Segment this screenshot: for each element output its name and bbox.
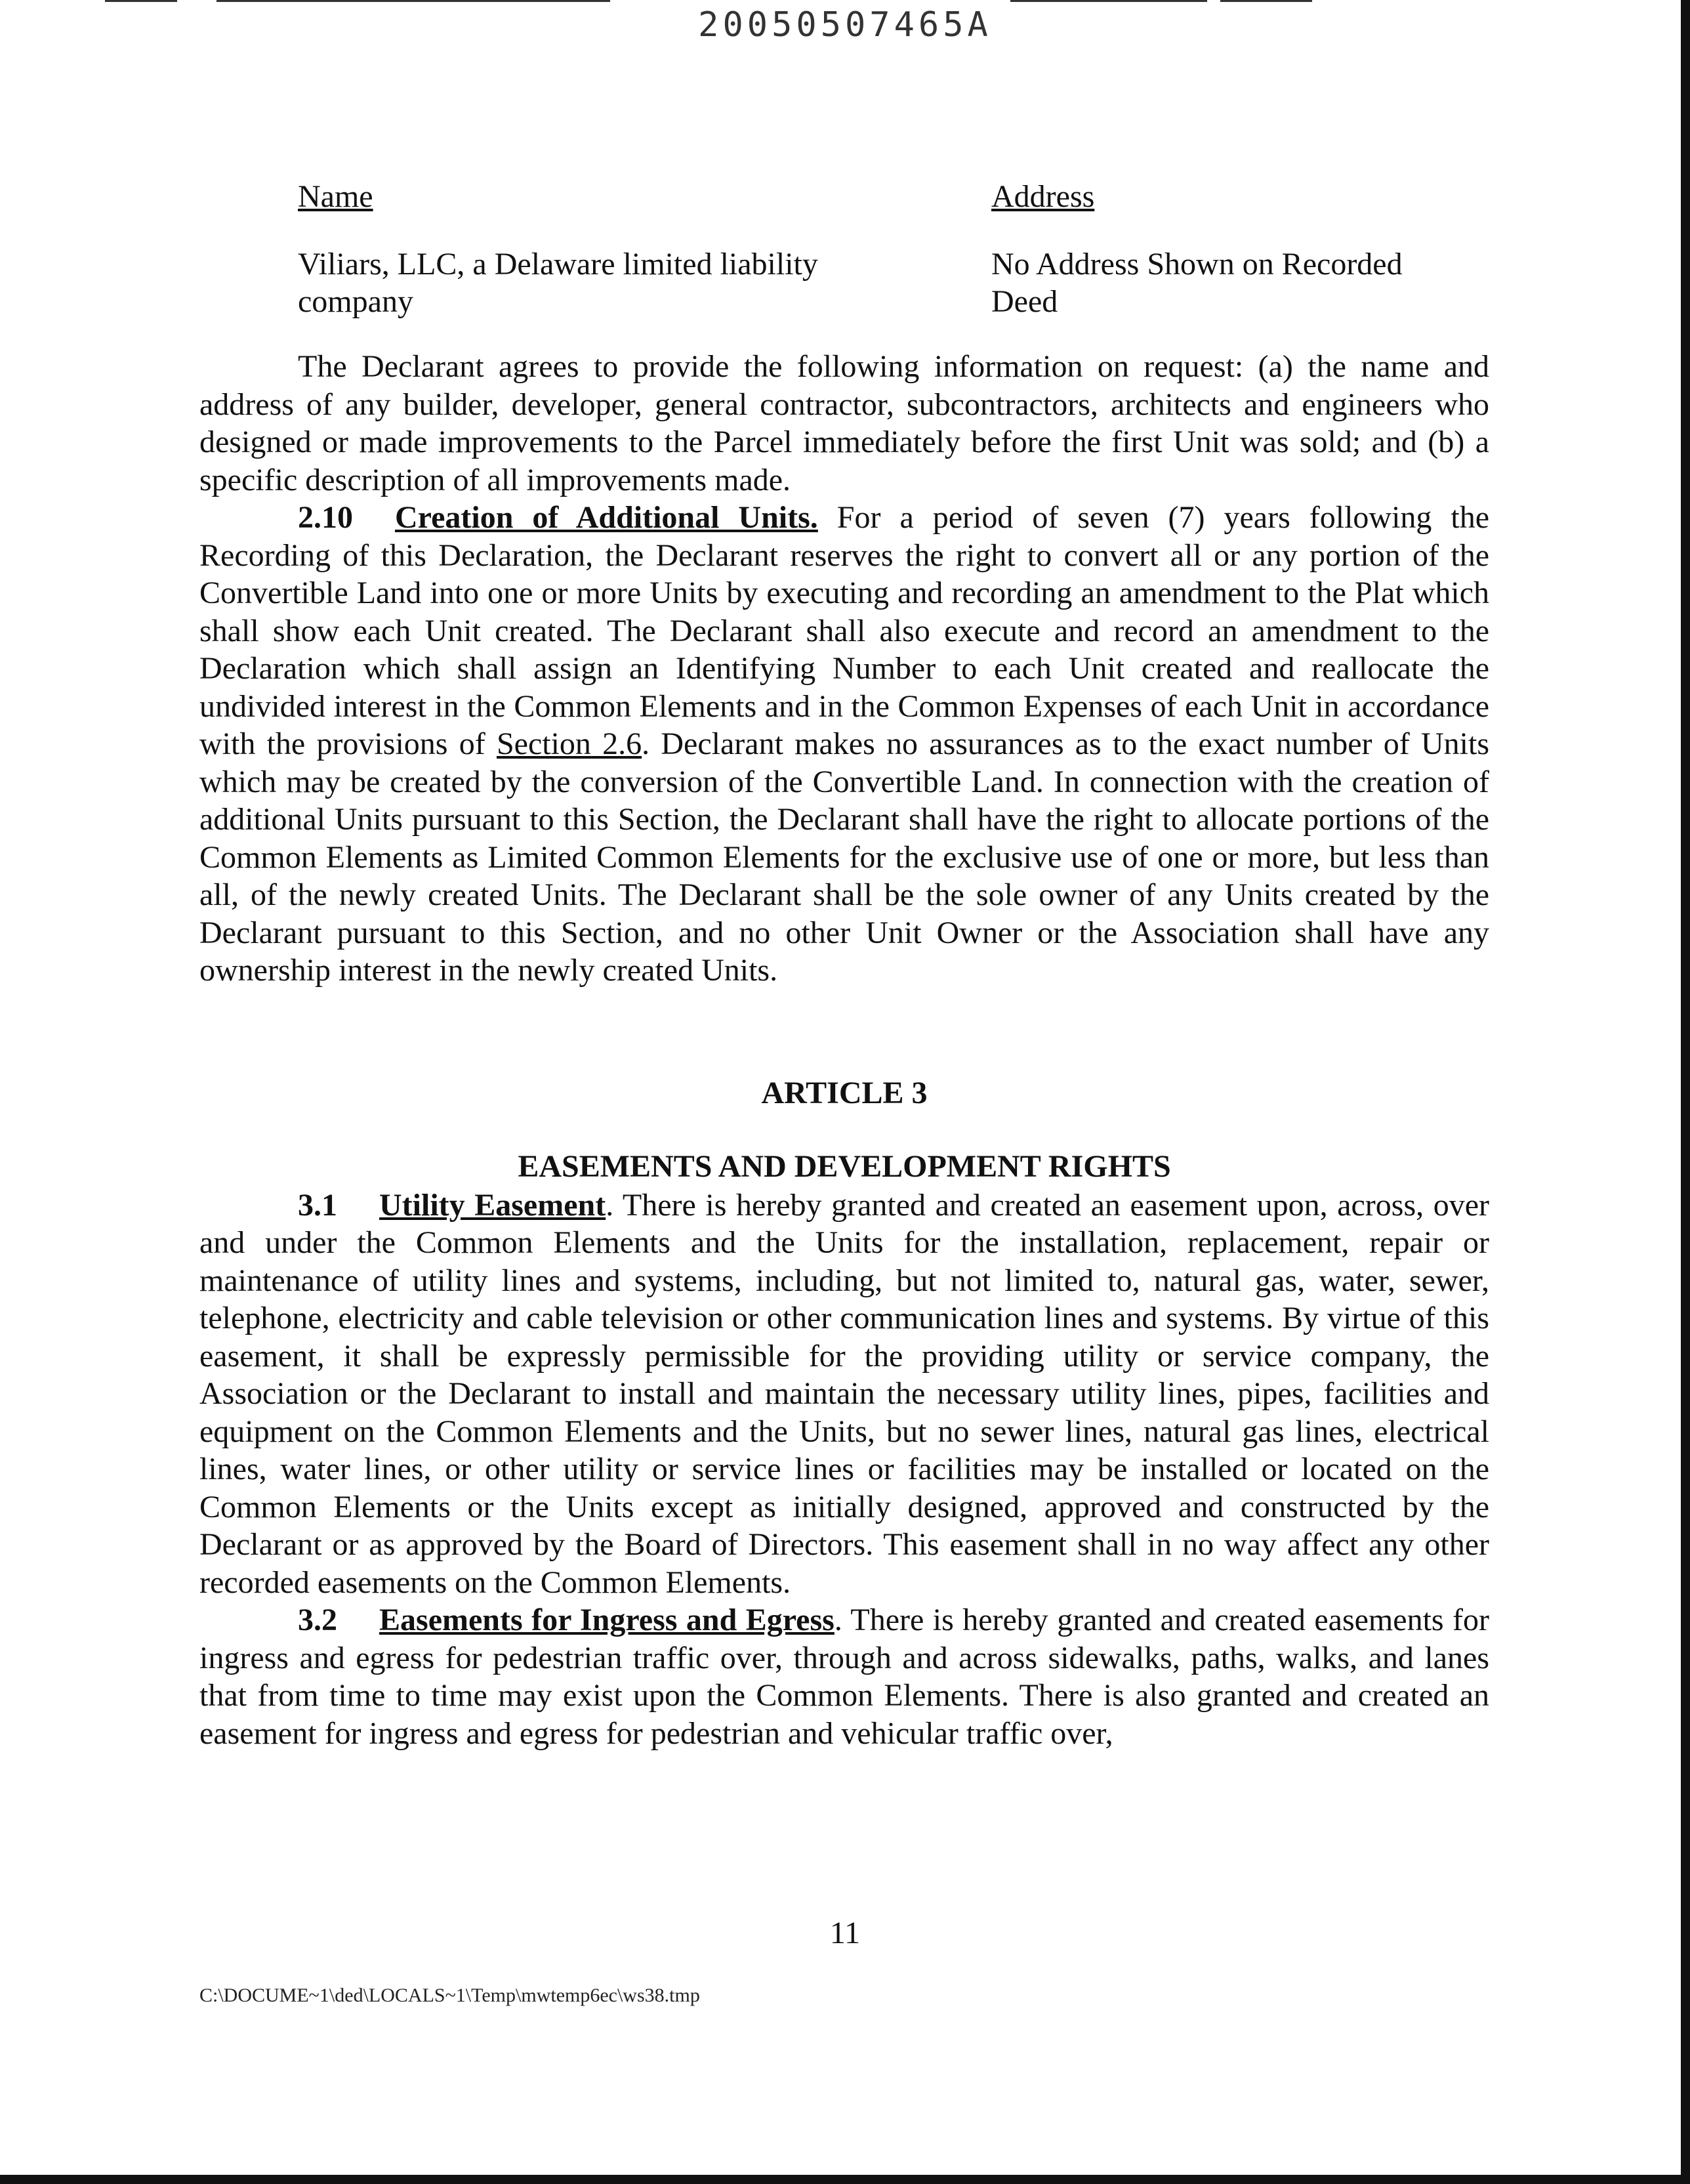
scan-rule — [1010, 0, 1207, 2]
name-column — [298, 177, 888, 320]
name-value: Viliars, LLC, a Delaware limited liability company — [298, 247, 818, 319]
address-column — [991, 177, 1451, 320]
article-subheading: EASEMENTS AND DEVELOPMENT RIGHTS — [518, 1148, 1171, 1184]
name-header: Name — [298, 179, 373, 214]
section-title: Creation of Additional Units. — [395, 500, 818, 535]
page-number: 11 — [829, 1916, 861, 1950]
footer-file-path: C:\DOCUME~1\ded\LOCALS~1\Temp\mwtemp6ec\ws38.tmp — [199, 1984, 700, 2006]
owner-table — [199, 177, 1489, 348]
section-number: 3.2 — [298, 1603, 337, 1637]
document-page — [199, 177, 1489, 1752]
scan-rule — [216, 0, 610, 2]
article-heading: ARTICLE 3 — [761, 1075, 928, 1110]
section-title: Utility Easement — [379, 1187, 606, 1223]
section-3-2-paragraph — [199, 1601, 1489, 1752]
section-3-1-paragraph — [199, 1186, 1489, 1602]
scan-border-right — [1681, 0, 1690, 2184]
declarant-info-paragraph: The Declarant agrees to provide the following information on request: (a) the name and address of any builder, developer, general contractor, subcontractors, architects and engineers who designed or made improvements to the Parcel immediately before the first Unit was sold; and (b) a specific description of all improvements made. — [199, 349, 1489, 497]
section-2-10-paragraph — [199, 499, 1489, 990]
section-title: Easements for Ingress and Egress — [379, 1603, 835, 1637]
document-number: 20050507465A — [698, 5, 992, 45]
address-value: No Address Shown on Recorded Deed — [991, 247, 1403, 319]
section-text: . There is hereby granted and created an easement upon, across, over and under the Common Elements and the Units for the installation, replacement, repair or maintenance of utility lines and systems, including, but not limited to, natural gas, water, sewer, telephone, electricity and cable television or other communication lines and systems. By virtue of this easement, it shall be expressly permissible for the providing utility or service company, the Association or the Declarant to install and maintain the necessary utility lines, pipes, facilities and equipment on the Common Elements and the Units, but no sewer lines, natural gas lines, electrical lines, water lines, or other utility or service lines or facilities may be installed or located on the Common Elements or the Units except as initially designed, approved and constructed by the Declarant or as approved by the Board of Directors. This easement shall in no way affect any other recorded easements on the Common Elements. — [199, 1187, 1490, 1600]
section-number: 2.10 — [298, 500, 353, 535]
scan-rule — [105, 0, 177, 2]
section-text: . There is hereby granted and created easements for ingress and egress for pedestrian traffic over, through and across sidewalks, paths, walks, and lanes that from time to time may exist upon the Common Elements. There is also granted and created an easement for ingress and egress for pedestrian and vehicular traffic over, — [199, 1603, 1489, 1751]
section-number: 3.1 — [298, 1187, 337, 1223]
address-header: Address — [991, 179, 1095, 214]
scan-rule — [1220, 0, 1312, 2]
section-text: . Declarant makes no assurances as to the exact number of Units which may be created by the conversion of the Convertible Land. In connection with the creation of additional Units pursuant to this Section, the Declarant shall have the right to allocate portions of the Common Elements as Limited Common Elements for the exclusive use of one or more, but less than all, of the newly created Units. The Declarant shall be the sole owner of any Units created by the Declarant pursuant to this Section, and no other Unit Owner or the Association shall have any ownership interest in the newly created Units. — [199, 726, 1489, 988]
section-text: For a period of seven (7) years following the Recording of this Declaration, the Declarant reserves the right to convert all or any portion of the Convertible Land into one or more Units by executing and recording an amendment to the Plat which shall show each Unit created. The Declarant shall also execute and record an amendment to the Declaration which shall assign an Identifying Number to each Unit created and reallocate the undivided interest in the Common Elements and in the Common Expenses of each Unit in accordance with the provisions of — [199, 500, 1490, 761]
scan-border-bottom — [0, 2175, 1690, 2184]
section-reference: Section 2.6 — [496, 726, 642, 761]
